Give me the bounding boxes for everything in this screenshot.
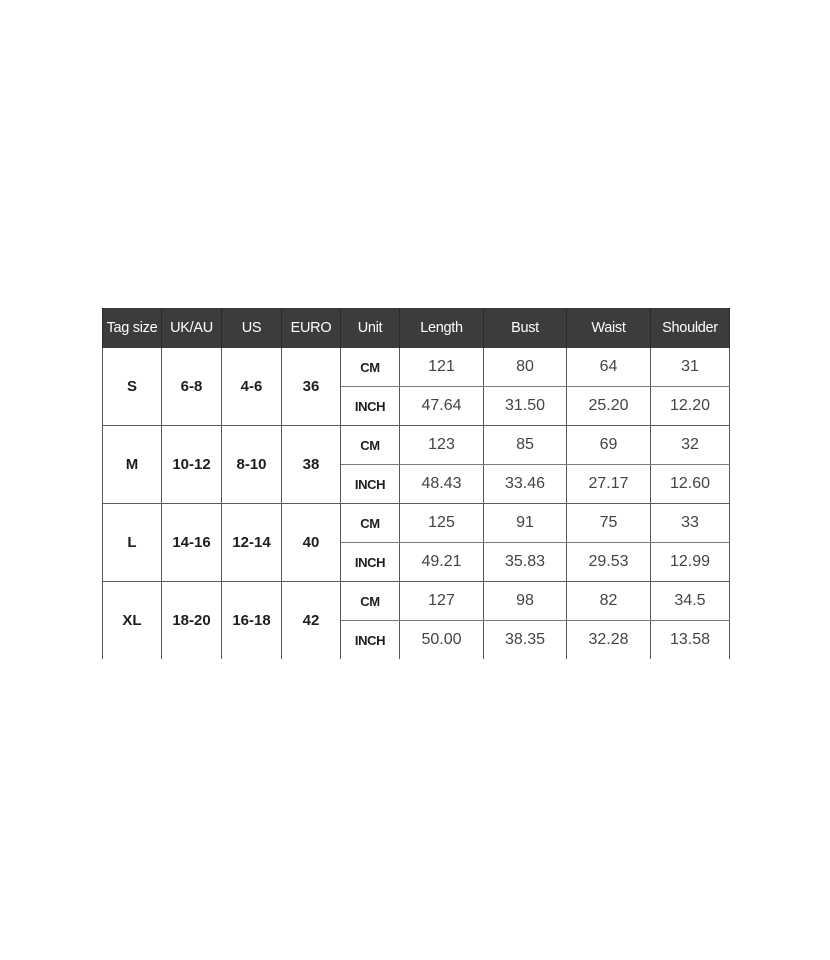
header-bust: Bust bbox=[484, 308, 567, 348]
bust-cell: 38.35 bbox=[484, 621, 567, 660]
us-cell: 12-14 bbox=[222, 504, 282, 582]
waist-cell: 75 bbox=[567, 504, 651, 543]
length-cell: 50.00 bbox=[400, 621, 484, 660]
euro-cell: 38 bbox=[282, 426, 341, 504]
length-cell: 123 bbox=[400, 426, 484, 465]
length-cell: 121 bbox=[400, 348, 484, 387]
tag-size-cell: XL bbox=[103, 582, 162, 660]
tag-size-cell: M bbox=[103, 426, 162, 504]
header-waist: Waist bbox=[567, 308, 651, 348]
shoulder-cell: 33 bbox=[651, 504, 730, 543]
bust-cell: 35.83 bbox=[484, 543, 567, 582]
waist-cell: 82 bbox=[567, 582, 651, 621]
unit-cell: INCH bbox=[341, 543, 400, 582]
uk-au-cell: 10-12 bbox=[162, 426, 222, 504]
length-cell: 49.21 bbox=[400, 543, 484, 582]
waist-cell: 25.20 bbox=[567, 387, 651, 426]
waist-cell: 29.53 bbox=[567, 543, 651, 582]
table-row bbox=[103, 348, 730, 387]
unit-cell: CM bbox=[341, 348, 400, 387]
table-row bbox=[103, 426, 730, 465]
unit-cell: CM bbox=[341, 504, 400, 543]
length-cell: 48.43 bbox=[400, 465, 484, 504]
waist-cell: 69 bbox=[567, 426, 651, 465]
uk-au-cell: 6-8 bbox=[162, 348, 222, 426]
euro-cell: 36 bbox=[282, 348, 341, 426]
shoulder-cell: 12.99 bbox=[651, 543, 730, 582]
shoulder-cell: 13.58 bbox=[651, 621, 730, 660]
header-us: US bbox=[222, 308, 282, 348]
shoulder-cell: 32 bbox=[651, 426, 730, 465]
unit-cell: INCH bbox=[341, 465, 400, 504]
tag-size-cell: L bbox=[103, 504, 162, 582]
length-cell: 127 bbox=[400, 582, 484, 621]
unit-cell: INCH bbox=[341, 387, 400, 426]
bust-cell: 91 bbox=[484, 504, 567, 543]
bust-cell: 85 bbox=[484, 426, 567, 465]
bust-cell: 31.50 bbox=[484, 387, 567, 426]
table-row bbox=[103, 504, 730, 543]
header-uk-au: UK/AU bbox=[162, 308, 222, 348]
bust-cell: 80 bbox=[484, 348, 567, 387]
shoulder-cell: 12.20 bbox=[651, 387, 730, 426]
table-row bbox=[103, 582, 730, 621]
size-chart-table bbox=[102, 308, 730, 659]
euro-cell: 40 bbox=[282, 504, 341, 582]
bust-cell: 33.46 bbox=[484, 465, 567, 504]
waist-cell: 27.17 bbox=[567, 465, 651, 504]
header-euro: EURO bbox=[282, 308, 341, 348]
us-cell: 4-6 bbox=[222, 348, 282, 426]
length-cell: 125 bbox=[400, 504, 484, 543]
us-cell: 8-10 bbox=[222, 426, 282, 504]
length-cell: 47.64 bbox=[400, 387, 484, 426]
header-tag-size: Tag size bbox=[103, 308, 162, 348]
header-length: Length bbox=[400, 308, 484, 348]
uk-au-cell: 18-20 bbox=[162, 582, 222, 660]
unit-cell: INCH bbox=[341, 621, 400, 660]
shoulder-cell: 12.60 bbox=[651, 465, 730, 504]
tag-size-cell: S bbox=[103, 348, 162, 426]
header-unit: Unit bbox=[341, 308, 400, 348]
euro-cell: 42 bbox=[282, 582, 341, 660]
header-row bbox=[103, 308, 730, 348]
waist-cell: 32.28 bbox=[567, 621, 651, 660]
header-shoulder: Shoulder bbox=[651, 308, 730, 348]
us-cell: 16-18 bbox=[222, 582, 282, 660]
shoulder-cell: 31 bbox=[651, 348, 730, 387]
shoulder-cell: 34.5 bbox=[651, 582, 730, 621]
waist-cell: 64 bbox=[567, 348, 651, 387]
unit-cell: CM bbox=[341, 582, 400, 621]
bust-cell: 98 bbox=[484, 582, 567, 621]
unit-cell: CM bbox=[341, 426, 400, 465]
uk-au-cell: 14-16 bbox=[162, 504, 222, 582]
